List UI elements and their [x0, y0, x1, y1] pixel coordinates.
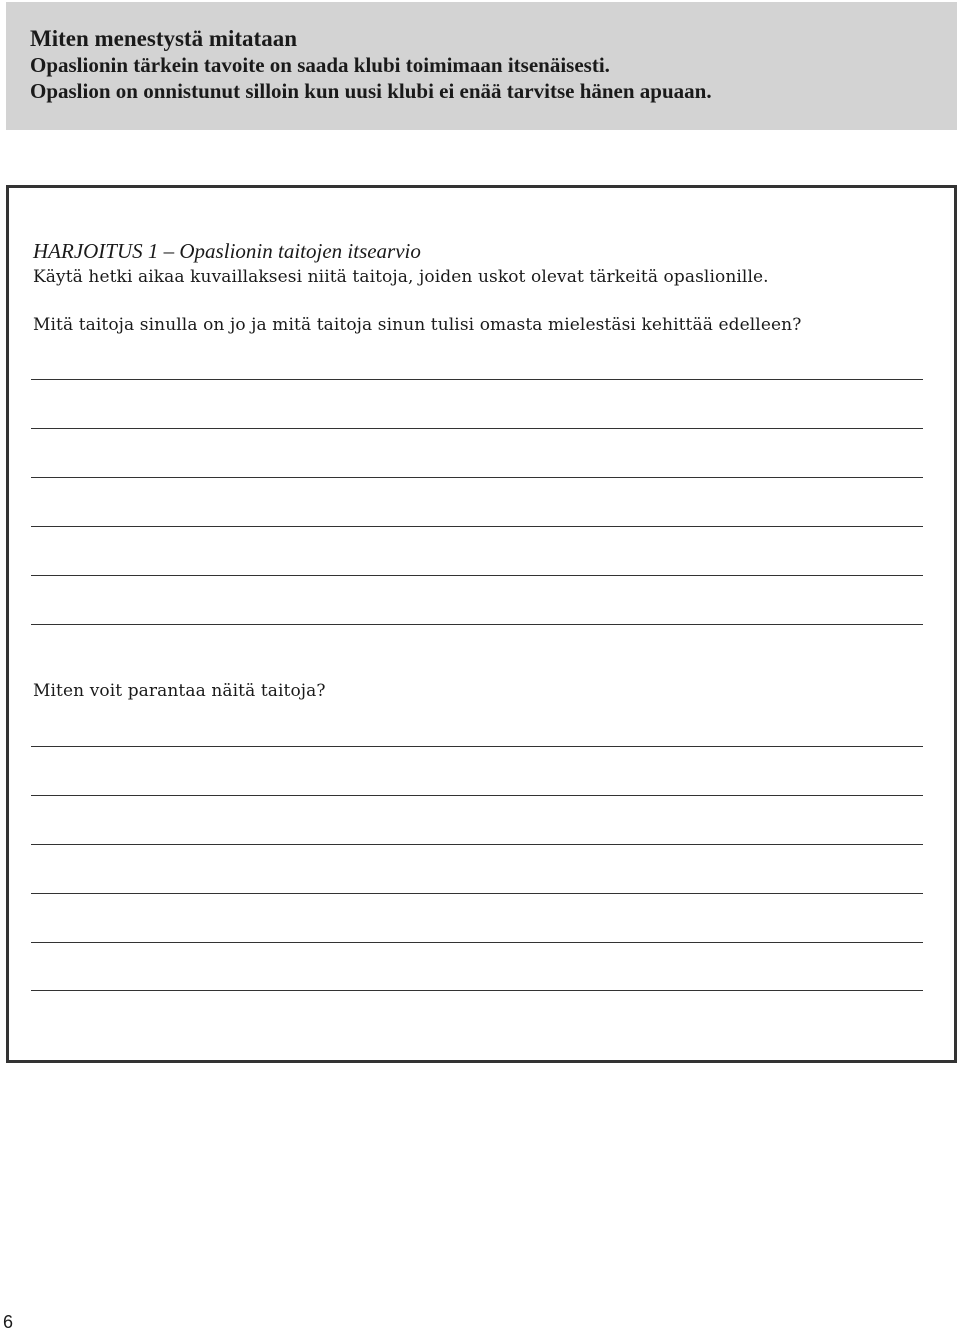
exercise-question-1: Mitä taitoja sinulla on jo ja mitä taitoja sinun tulisi omasta mielestäsi kehittää edelleen? [33, 315, 802, 335]
exercise-title: HARJOITUS 1 – Opaslionin taitojen itsearvio [33, 239, 421, 263]
info-box [6, 2, 957, 130]
exercise-question-2: Miten voit parantaa näitä taitoja? [33, 681, 326, 701]
answer-line-q1-3[interactable] [31, 477, 923, 478]
answer-line-q1-4[interactable] [31, 526, 923, 527]
info-text-line-1: Opaslionin tärkein tavoite on saada klubi toimimaan itsenäisesti. [30, 53, 610, 77]
answer-line-q1-5[interactable] [31, 575, 923, 576]
answer-line-q2-1[interactable] [31, 746, 923, 747]
answer-line-q2-2[interactable] [31, 795, 923, 796]
answer-line-q1-1[interactable] [31, 379, 923, 380]
answer-line-q2-6[interactable] [31, 990, 923, 991]
page-number: 6 [3, 1312, 14, 1332]
exercise-box [6, 185, 957, 1063]
info-title: Miten menestystä mitataan [30, 26, 298, 51]
answer-line-q2-5[interactable] [31, 942, 923, 943]
answer-line-q1-2[interactable] [31, 428, 923, 429]
exercise-intro: Käytä hetki aikaa kuvaillaksesi niitä taitoja, joiden uskot olevat tärkeitä opaslionille. [33, 267, 769, 287]
answer-line-q2-4[interactable] [31, 893, 923, 894]
answer-line-q2-3[interactable] [31, 844, 923, 845]
info-text-line-2: Opaslion on onnistunut silloin kun uusi klubi ei enää tarvitse hänen apuaan. [30, 79, 712, 103]
answer-line-q1-6[interactable] [31, 624, 923, 625]
